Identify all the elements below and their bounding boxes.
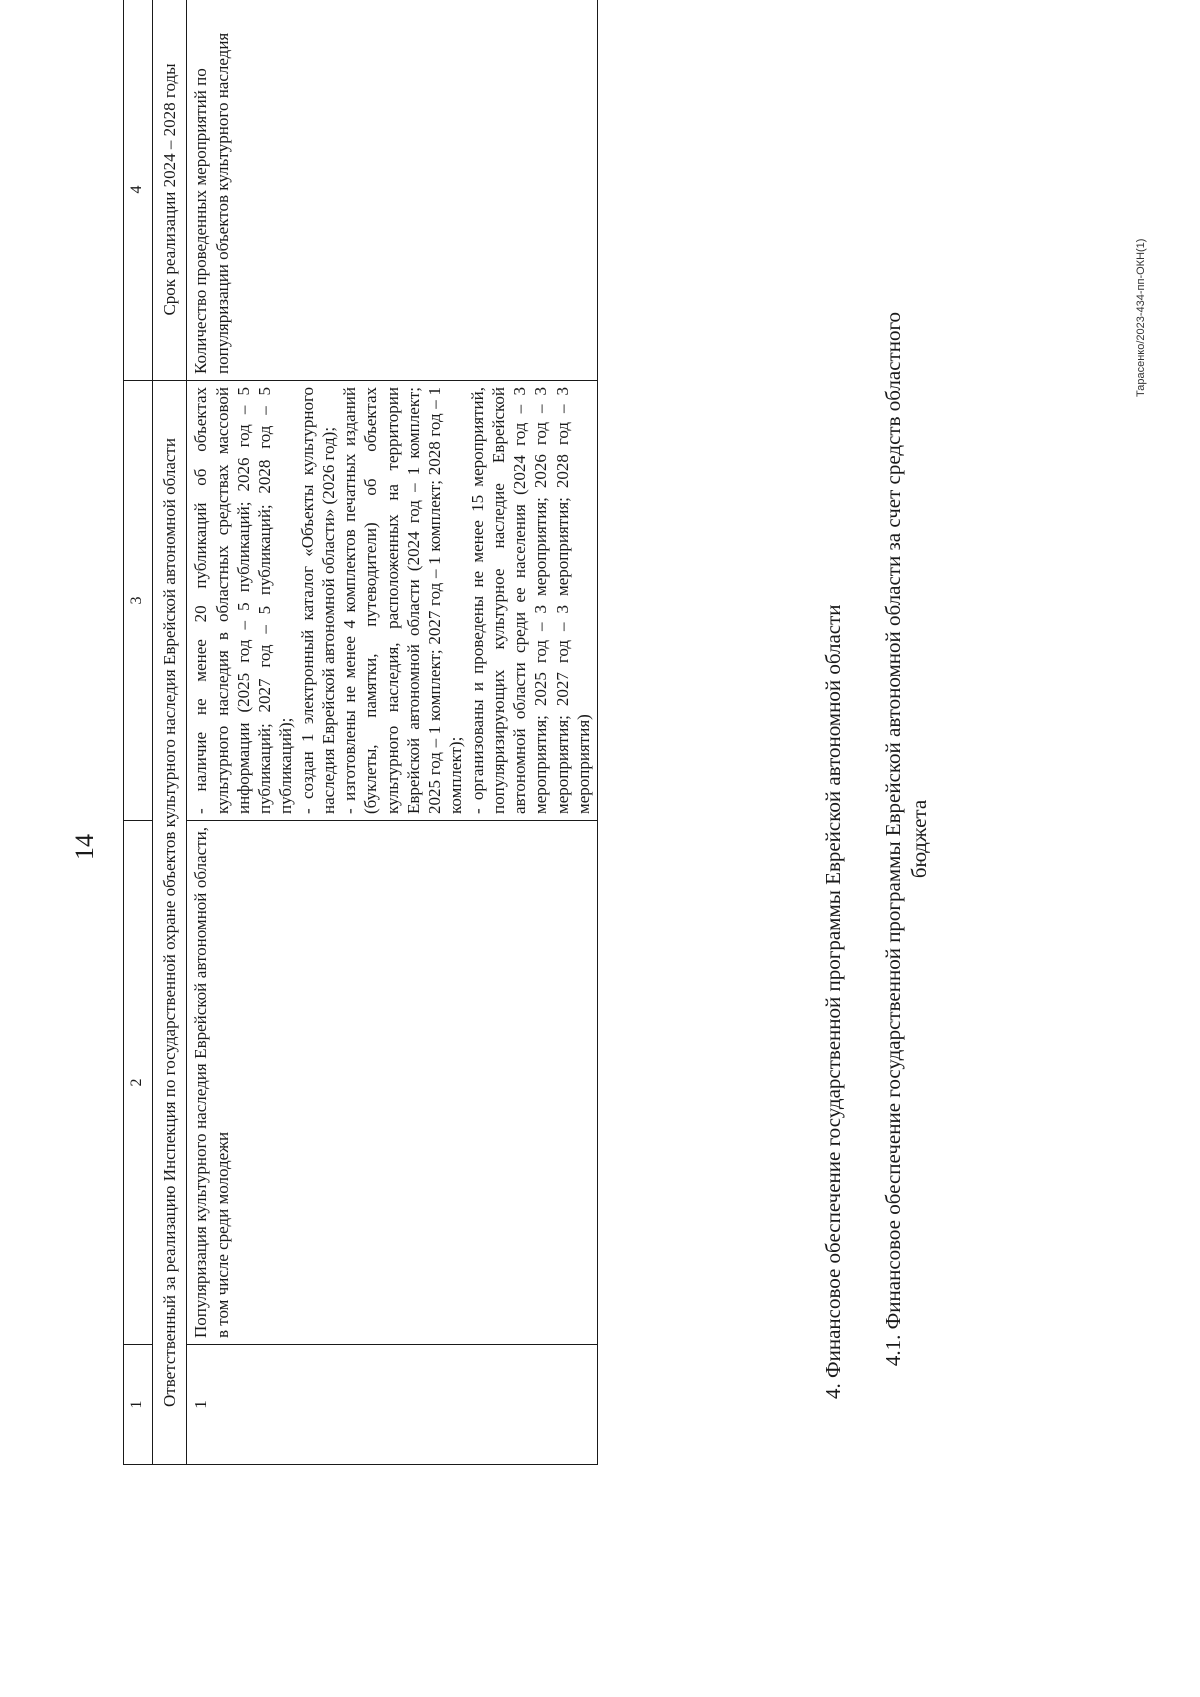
- result-item: - создан 1 электронный каталог «Объекты культурного наследия Еврейской автономной области» (2026 год);: [297, 387, 338, 814]
- page-number: 14: [70, 834, 99, 860]
- indicator: Количество проведенных мероприятий по популяризации объектов культурного наследия: [187, 0, 598, 381]
- result-item: - организованы и проведены не менее 15 мероприятий, популяризирующих культурное наследие Еврейской автономной области среди ее населения (2024 год – 3 мероприятия; 2025 год – 3 мероприятия; 2026 год – 3 мероприятия; 2027 год – 3 мероприятия; 2028 год – 3 мероприятия): [467, 387, 593, 814]
- column-number: 3: [124, 381, 153, 821]
- expected-results: [187, 381, 598, 821]
- section-4-title: 4. Финансовое обеспечение государственной программы Еврейской автономной области: [821, 604, 845, 1399]
- result-item: - наличие не менее 20 публикаций об объектах культурного наследия в областных средствах массовой информации (2025 год – 5 публикаций; 2026 год – 5 публикаций; 2027 год – 5 публикаций; 2028 год – 5 публикаций);: [191, 387, 296, 814]
- column-number-row: [124, 0, 153, 1465]
- section-41-title: 4.1. Финансовое обеспечение государственной программы Еврейской автономной области за счет средств областного бюджета: [881, 311, 932, 1367]
- term-header: Срок реализации 2024 – 2028 годы: [153, 0, 187, 381]
- column-number: 2: [124, 821, 153, 1345]
- row-number: 1: [187, 1345, 598, 1465]
- header-row: [153, 0, 187, 1465]
- table-row: [187, 0, 598, 1465]
- program-table: [123, 0, 598, 1465]
- column-number: 4: [124, 0, 153, 381]
- responsible-header: Ответственный за реализацию Инспекция по государственной охране объектов культурного наследия Еврейской автономной области: [153, 381, 187, 1465]
- task-name: Популяризация культурного наследия Еврейской автономной области, в том числе среди молодежи: [187, 821, 598, 1345]
- result-item: - изготовлены не менее 4 комплектов печатных изданий (буклеты, памятки, путеводители) об объектах культурного наследия, расположенных на территории Еврейской автономной области (2024 год – 1 комплект; 2025 год – 1 комплект; 2027 год – 1 комплект; 2028 год – 1 комплект);: [340, 387, 466, 814]
- document-code: Тарасенко/2023-434-пп-ОКН(1): [1135, 238, 1147, 397]
- column-number: 1: [124, 1345, 153, 1465]
